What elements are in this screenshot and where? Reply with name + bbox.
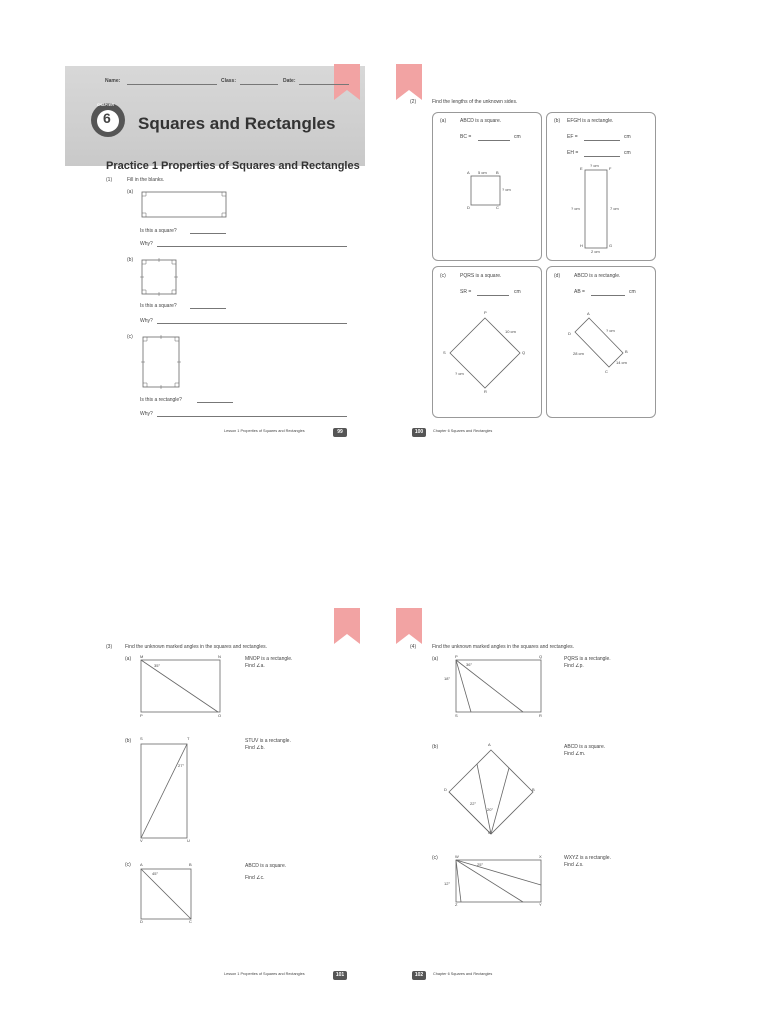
q4b-vertex-b: B [532, 787, 535, 792]
q2d-text: ABCD is a rectangle. [574, 273, 621, 279]
q2b-vertex-h: H [580, 243, 583, 248]
q2d-vertex-a: A [587, 311, 590, 316]
q2a-vertex-b: B [496, 170, 499, 175]
q2a-side-length: 5 cm [478, 170, 487, 175]
q2-instruction: Find the lengths of the unknown sides. [432, 99, 518, 105]
q2d-14: 14 cm [616, 360, 627, 365]
q4a-vertex-r: R [539, 713, 542, 718]
q1a-label: (a) [127, 189, 134, 195]
class-field[interactable] [240, 84, 278, 85]
footer-chapter: Chapter 6 Squares and Rectangles [433, 972, 493, 976]
q2b-vertex-g: G [609, 243, 613, 248]
q2d-rectangle [565, 315, 635, 375]
q2b-right-len: 7 cm [610, 206, 619, 211]
q2b-vertex-e: E [580, 166, 583, 171]
q1b-square [140, 258, 180, 298]
q2b-ef: EF = [567, 134, 578, 140]
q4a-angle1: 36° [466, 662, 473, 667]
q4c-vertex-w: W [455, 854, 459, 859]
date-label: Date: [283, 78, 296, 84]
q3c-angle: 45° [152, 871, 159, 876]
q1c-question: Is this a rectangle? [140, 397, 182, 403]
q2d-vertex-d: D [568, 331, 571, 336]
q3b-text1: STUV is a rectangle. [245, 738, 291, 744]
q1c-why: Why? [140, 411, 153, 417]
q2c-vertex-q: Q [522, 350, 526, 355]
q1b-why-answer[interactable] [157, 323, 347, 324]
footer-lesson: Lesson 1 Properties of Squares and Rectangles [224, 972, 305, 976]
ribbon-bookmark [330, 608, 365, 648]
q3a-vertex-o: O [218, 713, 222, 718]
name-field[interactable] [127, 84, 217, 85]
q2b-bottom-len: 2 cm [591, 249, 600, 254]
footer-lesson: Lesson 1 Properties of Squares and Rectangles [224, 429, 305, 433]
q1a-why: Why? [140, 241, 153, 247]
name-label: Name: [105, 78, 121, 84]
q2c-vertex-s: S [443, 350, 446, 355]
q1b-question: Is this a square? [140, 303, 177, 309]
q2c-vertex-p: P [484, 310, 487, 315]
q3-instruction: Find the unknown marked angles in the squares and rectangles. [125, 644, 268, 650]
q2a-vertex-a: A [467, 170, 470, 175]
date-field[interactable] [299, 84, 349, 85]
q4a-text2: Find ∠p. [564, 663, 584, 669]
q2a-text: ABCD is a square. [460, 118, 502, 124]
q2d-vertex-b: B [625, 349, 628, 354]
q1a-answer[interactable] [190, 233, 226, 234]
q1c-why-answer[interactable] [157, 416, 347, 417]
q3c-text2: Find ∠c. [245, 875, 265, 881]
q2d-vertex-c: C [605, 369, 608, 374]
q2b-ef-answer[interactable] [584, 140, 620, 141]
q2c-label: (c) [440, 273, 446, 279]
q3c-label: (c) [125, 862, 131, 868]
q2b-eh-answer[interactable] [584, 156, 620, 157]
q4b-vertex-d: D [444, 787, 447, 792]
q2d-unknown: ? cm [606, 328, 615, 333]
q1b-answer[interactable] [190, 308, 226, 309]
class-label: Class: [221, 78, 237, 84]
q2c-text: PQRS is a square. [460, 273, 502, 279]
q3b-vertex-u: U [187, 838, 190, 843]
q1c-answer[interactable] [197, 402, 233, 403]
q3b-angle: 27° [178, 763, 185, 768]
q4c-vertex-z: Z [455, 902, 458, 907]
q3b-vertex-t: T [187, 736, 190, 741]
q2d-label: (d) [554, 273, 561, 279]
q3a-label: (a) [125, 656, 132, 662]
q2a-answer[interactable] [478, 140, 510, 141]
q2b-cm1: cm [624, 134, 631, 140]
q2d-cm: cm [629, 289, 636, 295]
q4b-vertex-c: C [488, 830, 491, 835]
q3b-label: (b) [125, 738, 132, 744]
q3a-text1: MNOP is a rectangle. [245, 656, 293, 662]
q4b-angle2: 20° [487, 807, 494, 812]
q3a-vertex-m: M [140, 654, 144, 659]
q3c-vertex-c: C [189, 919, 192, 924]
q2b-eh: EH = [567, 150, 579, 156]
q4b-label: (b) [432, 744, 439, 750]
page-number: 102 [412, 971, 426, 980]
q2c-answer[interactable] [477, 295, 509, 296]
q4a-vertex-q: Q [539, 654, 543, 659]
q4c-text1: WXYZ is a rectangle. [564, 855, 611, 861]
q1a-why-answer[interactable] [157, 246, 347, 247]
q2d-answer[interactable] [591, 295, 625, 296]
practice-title: Practice 1 Properties of Squares and Rectangles [106, 160, 360, 172]
q3b-vertex-v: V [140, 838, 143, 843]
q4c-text2: Find ∠s. [564, 862, 584, 868]
q4a-vertex-s: S [455, 713, 458, 718]
q2a-vertex-d: D [467, 205, 470, 210]
q2b-label: (b) [554, 118, 561, 124]
q2c-side: 10 cm [505, 329, 516, 334]
q3c-vertex-d: D [140, 919, 143, 924]
q4-instruction: Find the unknown marked angles in the squares and rectangles. [432, 644, 575, 650]
q2c-sr: SR = [460, 289, 472, 295]
q2d-28: 28 cm [573, 351, 584, 356]
q2a-unknown: ? cm [502, 187, 511, 192]
q4a-vertex-p: P [455, 654, 458, 659]
q4c-vertex-y: Y [539, 902, 542, 907]
page-number: 99 [333, 428, 347, 437]
q3b-vertex-s: S [140, 736, 143, 741]
q4b-square [445, 742, 540, 840]
q4a-angle2: 18° [444, 676, 451, 681]
q4b-text1: ABCD is a square. [564, 744, 606, 750]
q3a-vertex-n: N [218, 654, 221, 659]
q4c-label: (c) [432, 855, 438, 861]
q4c-vertex-x: X [539, 854, 542, 859]
q4a-label: (a) [432, 656, 439, 662]
q2b-left-len: ? cm [571, 206, 580, 211]
q1a-rectangle [140, 190, 230, 220]
q1a-question: Is this a square? [140, 228, 177, 234]
q3a-angle: 35° [154, 663, 161, 668]
q4c-angle1: 25° [477, 862, 484, 867]
q2b-text: EFGH is a rectangle. [567, 118, 614, 124]
q2-number: (2) [410, 99, 417, 105]
q2a-label: (a) [440, 118, 447, 124]
q3a-text2: Find ∠a. [245, 663, 265, 669]
q4-number: (4) [410, 644, 417, 650]
ribbon-bookmark [394, 608, 429, 648]
q3c-vertex-a: A [140, 862, 143, 867]
q1b-label: (b) [127, 257, 134, 263]
q4c-rectangle [453, 855, 548, 907]
q3a-vertex-p: P [140, 713, 143, 718]
q3c-vertex-b: B [189, 862, 192, 867]
q4b-vertex-a: A [488, 742, 491, 747]
q1c-label: (c) [127, 334, 133, 340]
q2a-square [468, 170, 508, 215]
footer-chapter: Chapter 6 Squares and Rectangles [433, 429, 493, 433]
ribbon-bookmark [394, 64, 429, 104]
q2c-unknown: ? cm [455, 371, 464, 376]
q4b-text2: Find ∠m. [564, 751, 586, 757]
chapter-title: Squares and Rectangles [138, 114, 336, 133]
chapter-word: CHAPTER [97, 103, 114, 107]
chapter-number: 6 [103, 110, 111, 126]
q3c-square [138, 864, 198, 924]
q3c-text1: ABCD is a square. [245, 863, 287, 869]
q2c-vertex-r: R [484, 389, 487, 394]
page-number: 101 [333, 971, 347, 980]
q1-number: (1) [106, 177, 113, 183]
q2a-vertex-c: C [496, 205, 499, 210]
q2b-vertex-f: F [609, 166, 612, 171]
q4c-angle2: 12° [444, 881, 451, 886]
q1-instruction: Fill in the blanks. [127, 177, 165, 183]
q2b-cm2: cm [624, 150, 631, 156]
q2a-cm: cm [514, 134, 521, 140]
q1b-why: Why? [140, 318, 153, 324]
q2d-ab: AB = [574, 289, 585, 295]
q3b-text2: Find ∠b. [245, 745, 265, 751]
q1c-rectangle [140, 335, 185, 390]
q4b-angle1: 22° [470, 801, 477, 806]
q3-number: (3) [106, 644, 113, 650]
q2c-square [445, 310, 525, 393]
page-number: 100 [412, 428, 426, 437]
q2a-bc: BC = [460, 134, 472, 140]
q3a-rectangle [138, 655, 228, 717]
q2b-top-len: ? cm [590, 163, 599, 168]
q2c-cm: cm [514, 289, 521, 295]
q4a-text1: PQRS is a rectangle. [564, 656, 611, 662]
q3b-rectangle [138, 738, 193, 843]
